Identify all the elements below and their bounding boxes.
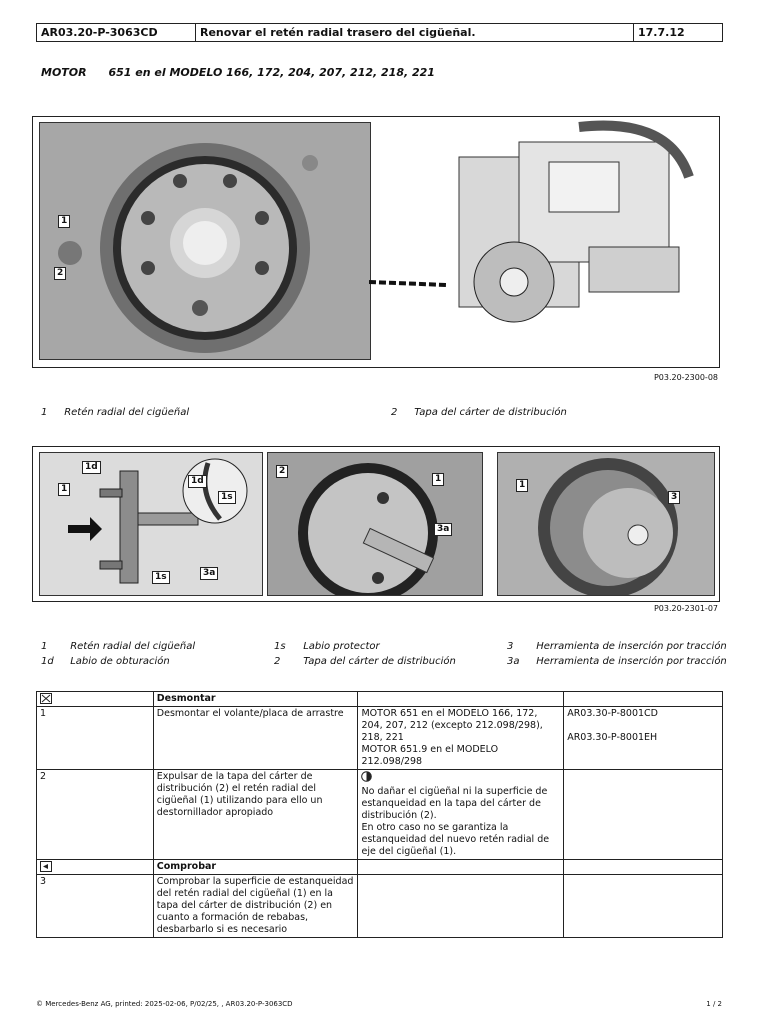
step-number: 3	[37, 875, 154, 938]
table-row	[37, 707, 723, 770]
tool-diagram-illustration	[40, 453, 262, 595]
legend-text: Herramienta de inserción por tracción	[536, 641, 727, 652]
doc-date: 17.7.12	[634, 24, 723, 42]
section-title-check: Comprobar	[153, 860, 358, 875]
step-action: Comprobar la superficie de estanqueidad del retén radial del cigüeñal (1) en la tapa del cárter de distribución (2) en cuanto a formación de rebabas, desbarbarlo si es necesario	[153, 875, 358, 938]
reference-link-2[interactable]: AR03.30-P-8001EH	[567, 732, 658, 743]
legend-text: Labio de obturación	[70, 656, 170, 667]
figure-1-ref: P03.20-2300-08	[653, 373, 718, 382]
footer-copyright: © Mercedes-Benz AG, printed: 2025-02-06, P/02/25, , AR03.20-P-3063CD	[36, 1000, 293, 1008]
section-row-check	[37, 860, 723, 875]
legend-num: 3a	[507, 656, 520, 667]
step-number: 1	[37, 707, 154, 770]
figure-1-legend-2	[391, 407, 567, 418]
figure-1-legend-1	[41, 407, 189, 418]
info-line-1: MOTOR 651 en el MODELO 166, 172, 204, 207, 212 (excepto 212.098/298), 218, 221	[361, 708, 543, 743]
seal-closeup-photo	[39, 122, 371, 360]
check-icon	[37, 860, 154, 875]
table-row	[37, 770, 723, 860]
callout-2-b: 2	[276, 465, 288, 478]
step-info	[358, 707, 564, 770]
tool-diagram	[39, 452, 263, 596]
document-header	[36, 23, 723, 42]
tool-installed-photo	[497, 452, 715, 596]
legend-num: 2	[274, 656, 281, 667]
subtitle-label: MOTOR	[41, 66, 87, 79]
reference-link-1[interactable]: AR03.30-P-8001CD	[567, 708, 659, 719]
callout-1s-detail: 1s	[218, 491, 236, 504]
figure-2	[32, 446, 720, 602]
callout-1-c: 1	[516, 479, 528, 492]
legend-num: 3	[507, 641, 514, 652]
legend-text: Retén radial del cigüeñal	[64, 407, 190, 418]
legend-num: 1s	[274, 641, 286, 652]
remove-icon	[37, 692, 154, 707]
step-number: 2	[37, 770, 154, 860]
callout-3a: 3a	[200, 567, 218, 580]
callout-1d-detail: 1d	[188, 475, 207, 488]
section-row-remove	[37, 692, 723, 707]
callout-1d: 1d	[82, 461, 101, 474]
legend-num: 1	[41, 407, 48, 418]
callout-3-c: 3	[668, 491, 680, 504]
callout-2: 2	[54, 267, 66, 280]
figure-2-ref: P03.20-2301-07	[653, 604, 718, 613]
caution-icon	[361, 771, 372, 782]
legend-text: Labio protector	[303, 641, 380, 652]
legend-text: Tapa del cárter de distribución	[303, 656, 456, 667]
table-row	[37, 875, 723, 938]
step-reference	[564, 707, 723, 770]
callout-3a-b: 3a	[434, 523, 452, 536]
engine-subtitle	[41, 66, 453, 79]
procedure-table	[36, 691, 723, 938]
seal-closeup-illustration	[40, 123, 370, 359]
note-text-1: No dañar el cigüeñal ni la superficie de estanqueidad en la tapa del cárter de distribución (2).	[361, 786, 548, 821]
engine-illustration	[369, 117, 717, 365]
info-line-2: MOTOR 651.9 en el MODELO 212.098/298	[361, 744, 499, 767]
callout-1: 1	[58, 215, 70, 228]
legend-num: 1	[41, 641, 48, 652]
callout-1s: 1s	[152, 571, 170, 584]
doc-id: AR03.20-P-3063CD	[37, 24, 196, 42]
legend-text: Tapa del cárter de distribución	[414, 407, 567, 418]
subtitle-text: 651 en el MODELO 166, 172, 204, 207, 212, 218, 221	[108, 66, 435, 79]
figure-2-legend-2	[274, 641, 380, 652]
legend-text: Retén radial del cigüeñal	[70, 641, 196, 652]
figure-2-legend-3	[507, 641, 727, 652]
figure-2-legend-5	[274, 656, 456, 667]
callout-1: 1	[58, 483, 70, 496]
figure-2-legend-1	[41, 641, 195, 652]
note-text-2: En otro caso no se garantiza la estanqueidad del nuevo retén radial de eje del cigüeñal (1).	[361, 822, 550, 857]
step-action: Desmontar el volante/placa de arrastre	[153, 707, 358, 770]
step-action: Expulsar de la tapa del cárter de distribución (2) el retén radial del cigüeñal (1) utilizando para ello un destornillador apropiado	[153, 770, 358, 860]
doc-title: Renovar el retén radial trasero del cigüeñal.	[196, 24, 634, 42]
step-note	[358, 770, 564, 860]
legend-text: Herramienta de inserción por tracción	[536, 656, 727, 667]
tool-installed-illustration	[498, 453, 714, 595]
figure-1	[32, 116, 720, 368]
section-title-remove: Desmontar	[153, 692, 358, 707]
footer-page-number: 1 / 2	[706, 1000, 722, 1008]
callout-1-b: 1	[432, 473, 444, 486]
figure-2-legend-4	[41, 656, 170, 667]
figure-2-legend-6	[507, 656, 727, 667]
legend-num: 2	[391, 407, 398, 418]
tool-in-use-photo	[267, 452, 483, 596]
legend-num: 1d	[41, 656, 54, 667]
